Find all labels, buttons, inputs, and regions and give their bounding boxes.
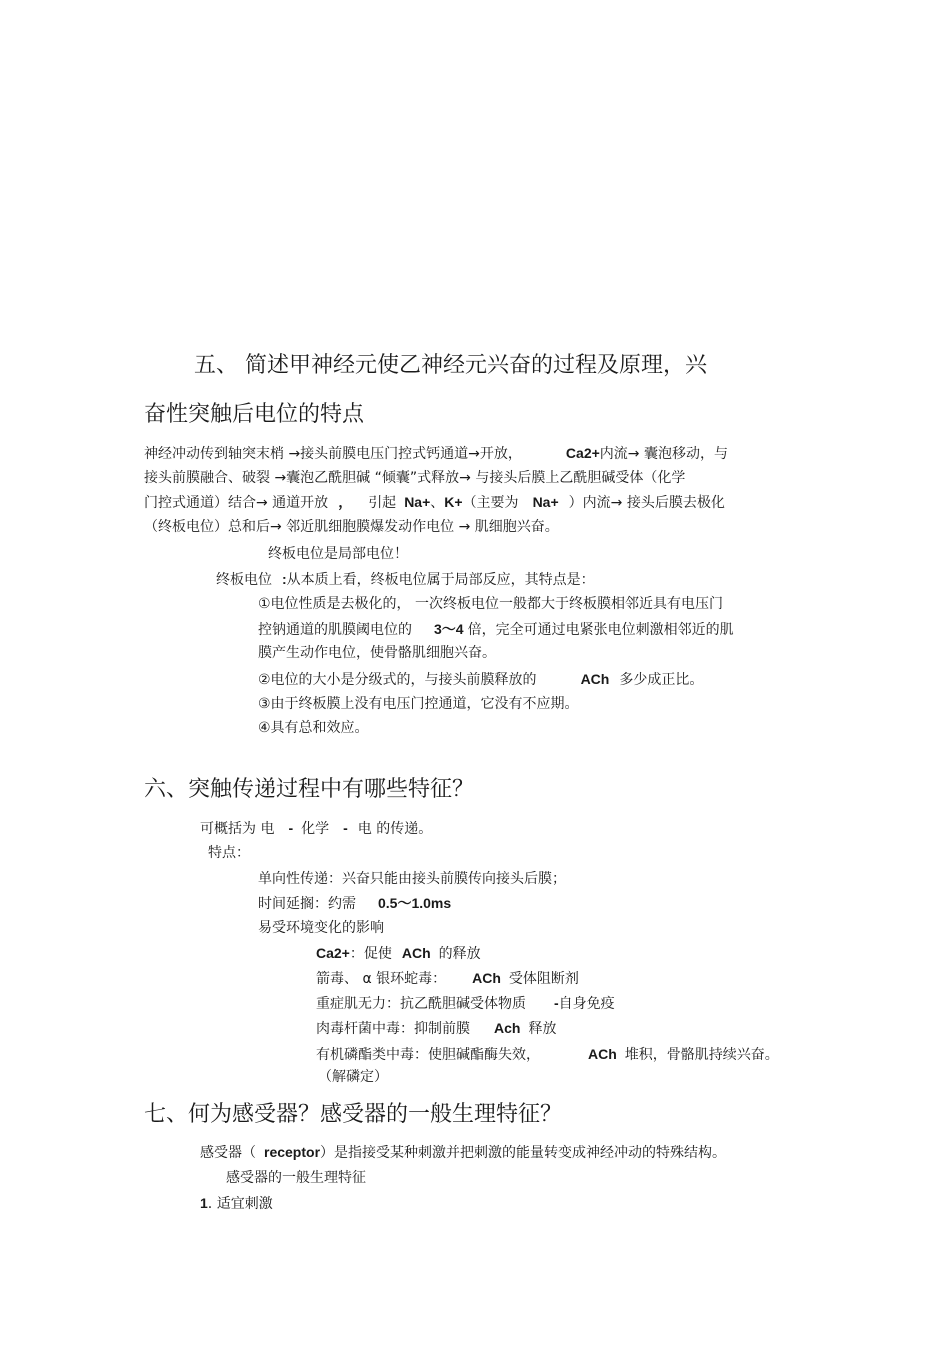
- s6-env-item5: [316, 1045, 779, 1064]
- s5-item4: ④具有总和效应。: [258, 720, 369, 736]
- s6-features-label: 特点：: [208, 845, 250, 861]
- s5-item2: [258, 670, 703, 689]
- s6-feature3: 易受环境变化的影响: [258, 920, 384, 936]
- s5-note: 终板电位是局部电位！: [268, 546, 408, 562]
- s5-paragraph-line1: [144, 444, 728, 463]
- text: 受体阻断剂: [508, 971, 579, 987]
- section-5-title-line2: 奋性突触后电位的特点: [144, 402, 365, 427]
- s6-feature1: 单向性传递：兴奋只能由接头前膜传向接头后膜；: [258, 871, 566, 887]
- text-bold: -: [343, 820, 348, 836]
- s5-paragraph-line4: （终板电位）总和后→ 邻近肌细胞膜爆发动作电位 → 肌细胞兴奋。: [144, 519, 559, 535]
- text: 感受器（: [200, 1145, 256, 1161]
- s5-item3: ③由于终板膜上没有电压门控通道，它没有不应期。: [258, 696, 579, 712]
- text-bold: Na+: [532, 494, 559, 510]
- text-bold: ，: [338, 494, 353, 510]
- text: 重症肌无力：抗乙酰胆碱受体物质: [316, 996, 526, 1012]
- s5-item1-line1: ①电位性质是去极化的， 一次终板电位一般都大于终板膜相邻近具有电压门: [258, 596, 723, 612]
- text-bold: Ca2+: [565, 445, 600, 461]
- text: 终板电位: [216, 572, 272, 588]
- text: ：促使: [349, 946, 392, 962]
- text: 的释放: [438, 946, 481, 962]
- text-bold: K+: [444, 494, 463, 510]
- text-bold: Ach: [494, 1020, 521, 1036]
- s7-definition: [200, 1143, 726, 1162]
- text: ）是指接受某种刺激并把刺激的能量转变成神经冲动的特殊结构。: [320, 1145, 727, 1161]
- text-bold: -: [288, 820, 294, 836]
- text: 箭毒、 α 银环蛇毒：: [316, 971, 447, 987]
- text: 有机磷酯类中毒：使胆碱酯酶失效，: [316, 1047, 540, 1063]
- s6-env-item1: [316, 944, 481, 963]
- s5-item1-line2: [258, 620, 734, 639]
- text-bold: receptor: [264, 1144, 321, 1160]
- text-bold: 0.5～1.0ms: [378, 895, 452, 911]
- text: 内流→ 囊泡移动，与: [599, 446, 728, 462]
- text: 多少成正比。: [619, 672, 704, 688]
- text: 肉毒杆菌中毒：抑制前膜: [316, 1021, 470, 1037]
- text: 门控式通道）结合→ 通道开放: [144, 495, 329, 511]
- s5-paragraph-line2: 接头前膜融合、破裂 →囊泡乙酰胆碱 “倾囊”式释放→ 与接头后膜上乙酰胆碱受体（化学: [144, 470, 686, 486]
- s6-summary: [200, 819, 432, 838]
- s5-item1-line3: 膜产生动作电位，使骨骼肌细胞兴奋。: [258, 645, 496, 661]
- s6-env-item3: [316, 994, 615, 1013]
- text: 控钠通道的肌膜阈电位的: [258, 622, 412, 638]
- section-6-title: 六、突触传递过程中有哪些特征？: [144, 777, 475, 802]
- text-bold: 1: [200, 1195, 208, 1211]
- s7-subheading: 感受器的一般生理特征: [226, 1170, 366, 1186]
- text: 从本质上看，终板电位属于局部反应，其特点是：: [286, 572, 595, 588]
- s7-item1: [200, 1194, 273, 1213]
- text: 引起: [368, 495, 397, 511]
- s6-env-item2: [316, 969, 579, 988]
- text: 、: [430, 495, 445, 511]
- text: ②电位的大小是分级式的，与接头前膜释放的: [258, 672, 537, 688]
- s6-env-item5-antidote: （解磷定）: [318, 1069, 388, 1085]
- text: 堆积，骨骼肌持续兴奋。: [624, 1047, 779, 1063]
- text: ）内流→ 接头后膜去极化: [568, 495, 725, 511]
- text-bold: :: [282, 571, 287, 587]
- text-bold: ACh: [401, 945, 431, 961]
- text-bold: ACh: [472, 970, 501, 986]
- s6-env-item4: [316, 1019, 556, 1038]
- s5-endplate-intro: [216, 570, 595, 589]
- text: 电 的传递。: [357, 821, 433, 837]
- s5-paragraph-line3: [144, 493, 725, 512]
- text: 倍，完全可通过电紧张电位刺激相邻近的肌: [467, 622, 734, 638]
- text-bold: Ca2+: [316, 945, 350, 961]
- s6-feature2: [258, 894, 451, 913]
- text-bold: ACh: [580, 671, 610, 687]
- text-bold: -: [554, 995, 559, 1011]
- text-bold: ACh: [588, 1046, 617, 1062]
- text: 化学: [301, 821, 330, 837]
- section-5-title-line1: 五、 简述甲神经元使乙神经元兴奋的过程及原理，兴: [194, 353, 707, 378]
- text: （主要为: [462, 495, 519, 511]
- text: 自身免疫: [558, 996, 615, 1012]
- text: 释放: [528, 1021, 557, 1037]
- text-bold: Na+: [404, 494, 431, 510]
- text: 时间延搁：约需: [258, 896, 356, 912]
- section-7-title: 七、何为感受器？感受器的一般生理特征？: [144, 1102, 563, 1127]
- text: . 适宜刺激: [207, 1196, 273, 1212]
- text: 可概括为 电: [200, 821, 275, 837]
- text: 神经冲动传到轴突末梢 →接头前膜电压门控式钙通道→开放，: [144, 446, 522, 462]
- text-bold: 3～4: [434, 621, 464, 637]
